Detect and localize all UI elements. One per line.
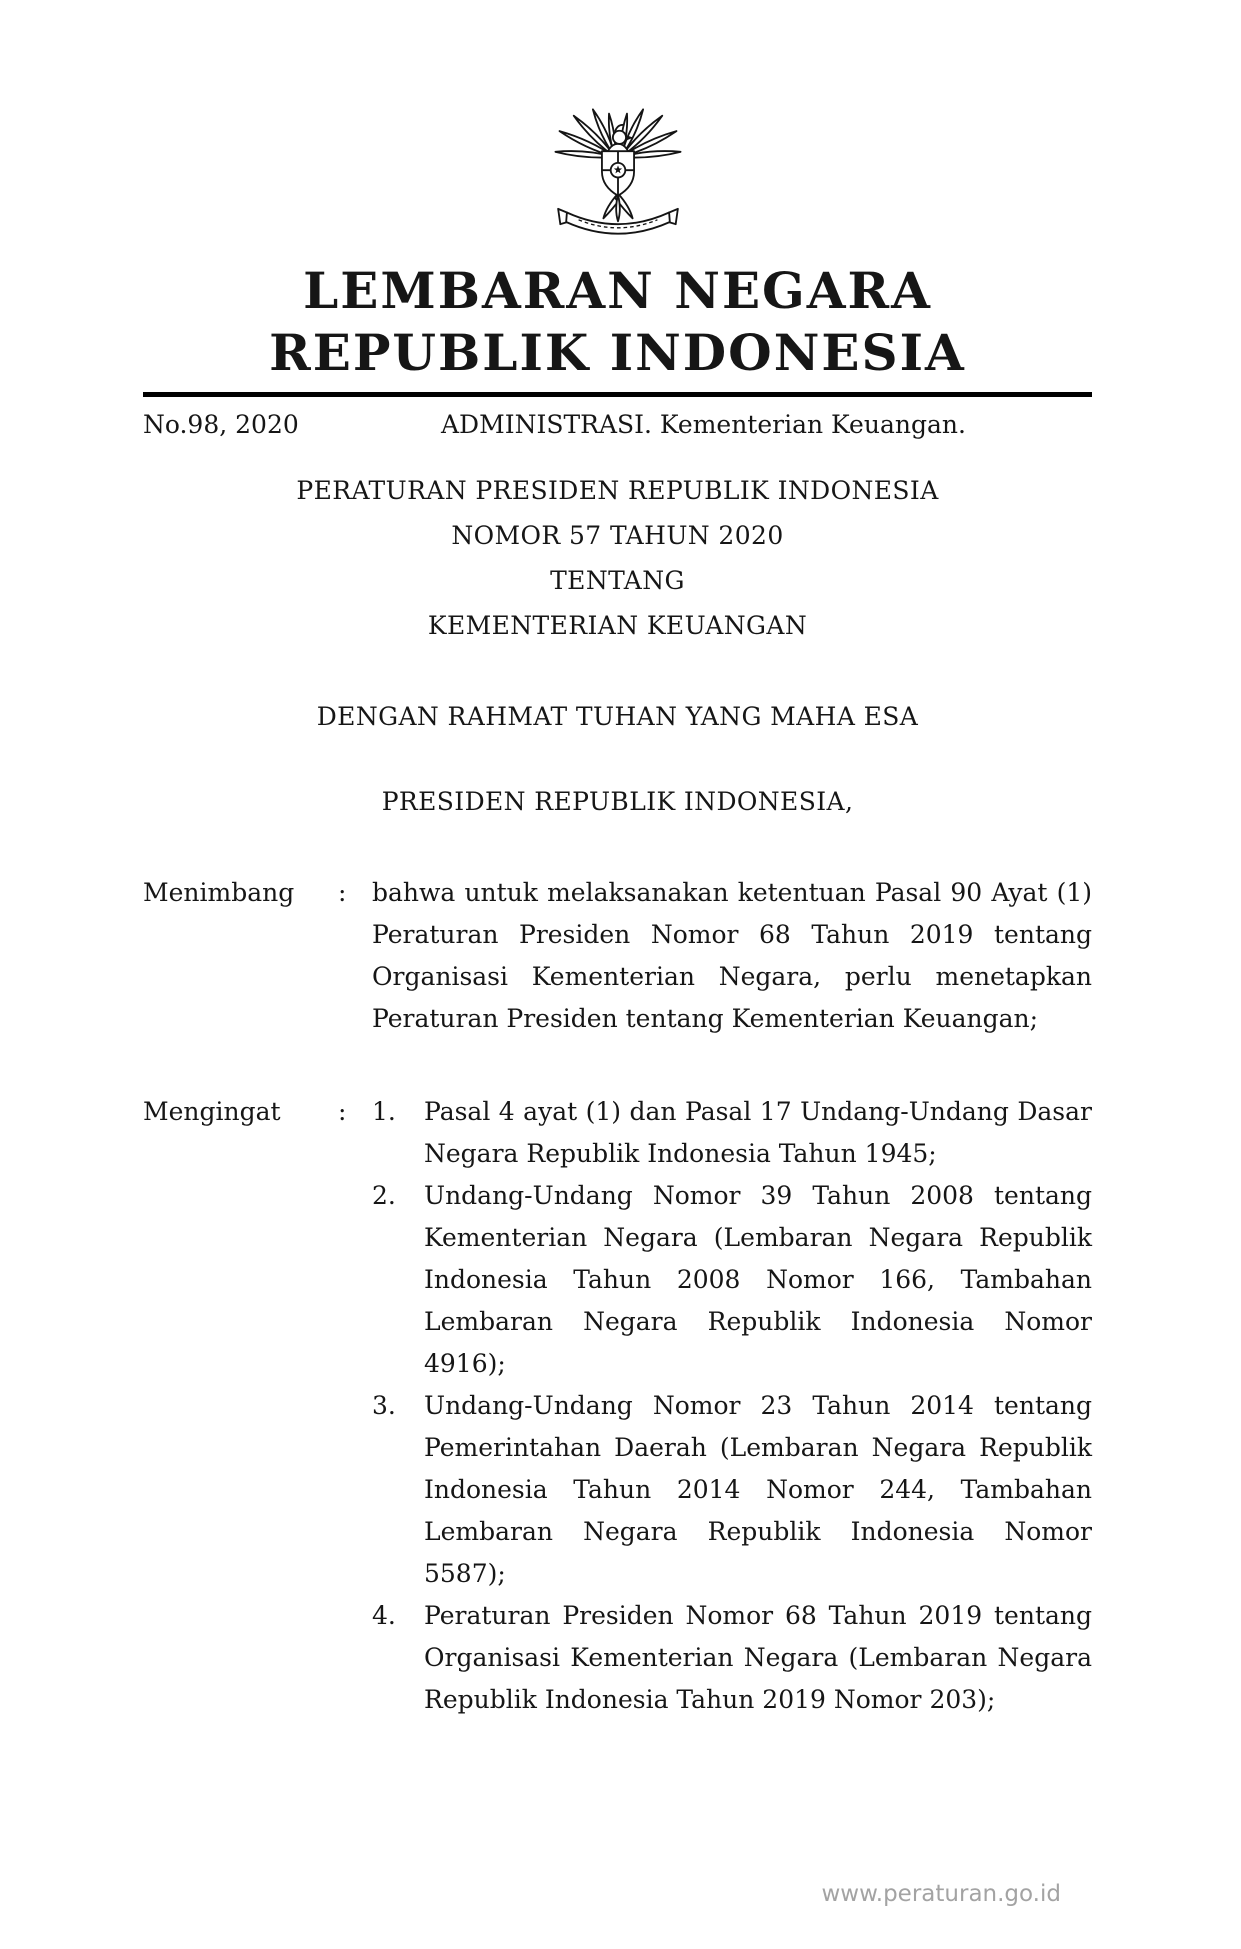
- authority-line: PRESIDEN REPUBLIK INDONESIA,: [381, 787, 854, 816]
- legal-basis-item-number: 4.: [372, 1601, 396, 1630]
- recalling-label: Mengingat: [143, 1097, 281, 1126]
- legal-basis-item: [372, 1175, 1092, 1385]
- masthead-divider: [143, 392, 1092, 397]
- recalling-clause: [143, 1091, 1092, 1721]
- page-content: [143, 0, 1092, 1721]
- legal-basis-item-text: Undang-Undang Nomor 23 Tahun 2014 tentang Pemerintahan Daerah (Lembaran Negara Republik Indonesia Tahun 2014 Nomor 244, Tambahan Lembaran Negara Republik Indonesia Nomor 5587);: [424, 1391, 1092, 1588]
- regulation-heading-line-2: NOMOR 57 TAHUN 2020: [451, 521, 784, 550]
- considering-colon: :: [338, 878, 347, 907]
- recalling-colon: :: [338, 1097, 347, 1126]
- regulation-heading: [143, 468, 1092, 648]
- considering-label: Menimbang: [143, 878, 295, 907]
- gazette-title-line-1: LEMBARAN NEGARA: [303, 261, 932, 320]
- regulation-heading-line-4: KEMENTERIAN KEUANGAN: [427, 611, 808, 640]
- gazette-title: [143, 260, 1092, 384]
- legal-basis-item-number: 1.: [372, 1097, 396, 1126]
- regulation-heading-line-1: PERATURAN PRESIDEN REPUBLIK INDONESIA: [296, 476, 939, 505]
- legal-basis-item-text: Pasal 4 ayat (1) dan Pasal 17 Undang-Undang Dasar Negara Republik Indonesia Tahun 1945;: [424, 1097, 1092, 1168]
- garuda-pancasila-emblem: [143, 84, 1092, 244]
- legal-basis-list: [372, 1091, 1092, 1721]
- considering-text: bahwa untuk melaksanakan ketentuan Pasal 90 Ayat (1) Peraturan Presiden Nomor 68 Tahun 2019 tentang Organisasi Kementerian Negara, perlu menetapkan Peraturan Presiden tentang Kementerian Keuangan;: [372, 878, 1092, 1033]
- source-url: www.peraturan.go.id: [821, 1881, 1061, 1907]
- gazette-title-line-2: REPUBLIK INDONESIA: [269, 323, 966, 382]
- issue-number: No.98, 2020: [143, 410, 299, 439]
- legal-basis-item-number: 2.: [372, 1181, 396, 1210]
- legal-basis-item: [372, 1091, 1092, 1175]
- legal-basis-item: [372, 1385, 1092, 1595]
- regulation-heading-line-3: TENTANG: [550, 566, 685, 595]
- invocation-line: DENGAN RAHMAT TUHAN YANG MAHA ESA: [316, 702, 919, 731]
- legal-basis-item-text: Undang-Undang Nomor 39 Tahun 2008 tentang Kementerian Negara (Lembaran Negara Republik Indonesia Tahun 2008 Nomor 166, Tambahan Lembaran Negara Republik Indonesia Nomor 4916);: [424, 1181, 1092, 1378]
- garuda-pancasila-icon: [545, 84, 691, 241]
- legal-basis-item: [372, 1595, 1092, 1721]
- legal-basis-item-number: 3.: [372, 1391, 396, 1420]
- legal-basis-item-text: Peraturan Presiden Nomor 68 Tahun 2019 tentang Organisasi Kementerian Negara (Lembaran Negara Republik Indonesia Tahun 2019 Nomor 203);: [424, 1601, 1092, 1714]
- subject-classification: ADMINISTRASI. Kementerian Keuangan.: [441, 410, 966, 439]
- considering-clause: [143, 872, 1092, 1040]
- gazette-info-row: [143, 409, 1092, 441]
